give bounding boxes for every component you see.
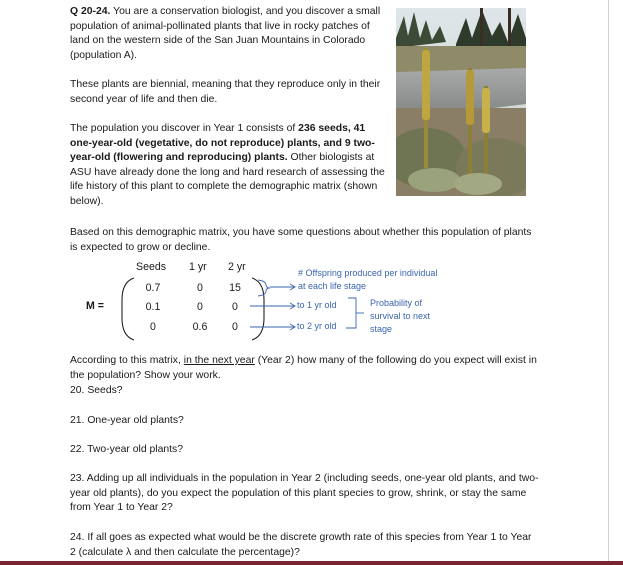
next-year-paragraph [70,354,540,383]
to-2yr-annotation: to 2 yr old [297,321,337,331]
probability-line-2: survival to next [370,311,431,321]
matrix-header-2yr: 2 yr [228,261,246,273]
matrix-header-1yr: 1 yr [189,261,207,273]
row1-brace [258,280,270,296]
survival-bracket [346,298,356,328]
matrix-cell: 0 [150,321,156,333]
matrix-left-bracket [122,278,134,340]
to-1yr-annotation: to 1 yr old [297,300,337,310]
plant-photo [396,8,526,196]
question-21: 21. One-year old plants? [70,415,184,426]
question-23: 23. Adding up all individuals in the population in Year 2 (including seeds, one-year old plants, and two-year old plants), do you expect the population of this plant species to grow, shrink, or stay the same from Year 1 to Year 2? [70,473,539,514]
matrix-cell: 0 [232,301,238,313]
question-20: 20. Seeds? [70,385,123,396]
next-year-underlined: in the next year [183,355,255,366]
probability-line-1: Probability of [370,298,423,308]
probability-annotation [370,297,450,336]
matrix-cell: 0.7 [145,282,161,294]
matrix-cell: 15 [229,282,241,294]
matrix-cell: 0 [232,321,238,333]
matrix-header-seeds: Seeds [136,261,167,273]
biennial-paragraph: These plants are biennial, meaning that they reproduce only in their second year of life and then die. [70,79,381,105]
question-22: 22. Two-year old plants? [70,444,184,455]
bottom-bar [0,561,623,565]
next-year-pre: According to this matrix, [70,355,184,366]
matrix-cell: 0.1 [145,301,161,313]
offspring-line-1: # Offspring produced per individual [298,268,438,278]
intro-text: You are a conservation biologist, and you discover a small population of animal-pollinated plants that live in rocky patches of land on the western side of the San Juan Mountains in Colorado (population A). [70,6,381,61]
matrix-cell: 0 [197,301,203,313]
population-post: Other biologists at ASU have already done the long and hard research of assessing the life history of this plant to complete the demographic matrix (shown below). [70,152,385,207]
next-year-post: (Year 2) how many of the following do you expect will exist in the population? Show your work. [70,355,537,381]
population-paragraph [70,122,388,210]
offspring-annotation [298,267,437,293]
question-24: 24. If all goes as expected what would be the discrete growth rate of this species from Year 1 to Year 2 (calculate λ and then calculate the percentage)? [70,532,532,558]
intro-paragraph [70,5,390,63]
offspring-line-2: at each life stage [298,281,367,291]
probability-line-3: stage [370,324,393,334]
matrix-intro-paragraph: Based on this demographic matrix, you have some questions about whether this population of plants is expected to grow or decline. [70,227,532,253]
matrix-cell: 0 [197,282,203,294]
matrix-label: M = [86,300,104,312]
population-pre: The population you discover in Year 1 consists of [70,123,299,134]
page-edge [608,0,609,562]
population-counts: 236 seeds, 41 one-year-old (vegetative, do not reproduce) plants, and 9 two-year-old (flowering and reproducing) plants. [70,123,375,164]
matrix-right-bracket [252,278,264,340]
matrix-cell: 0.6 [192,321,208,333]
question-label: Q 20-24. [70,6,111,17]
